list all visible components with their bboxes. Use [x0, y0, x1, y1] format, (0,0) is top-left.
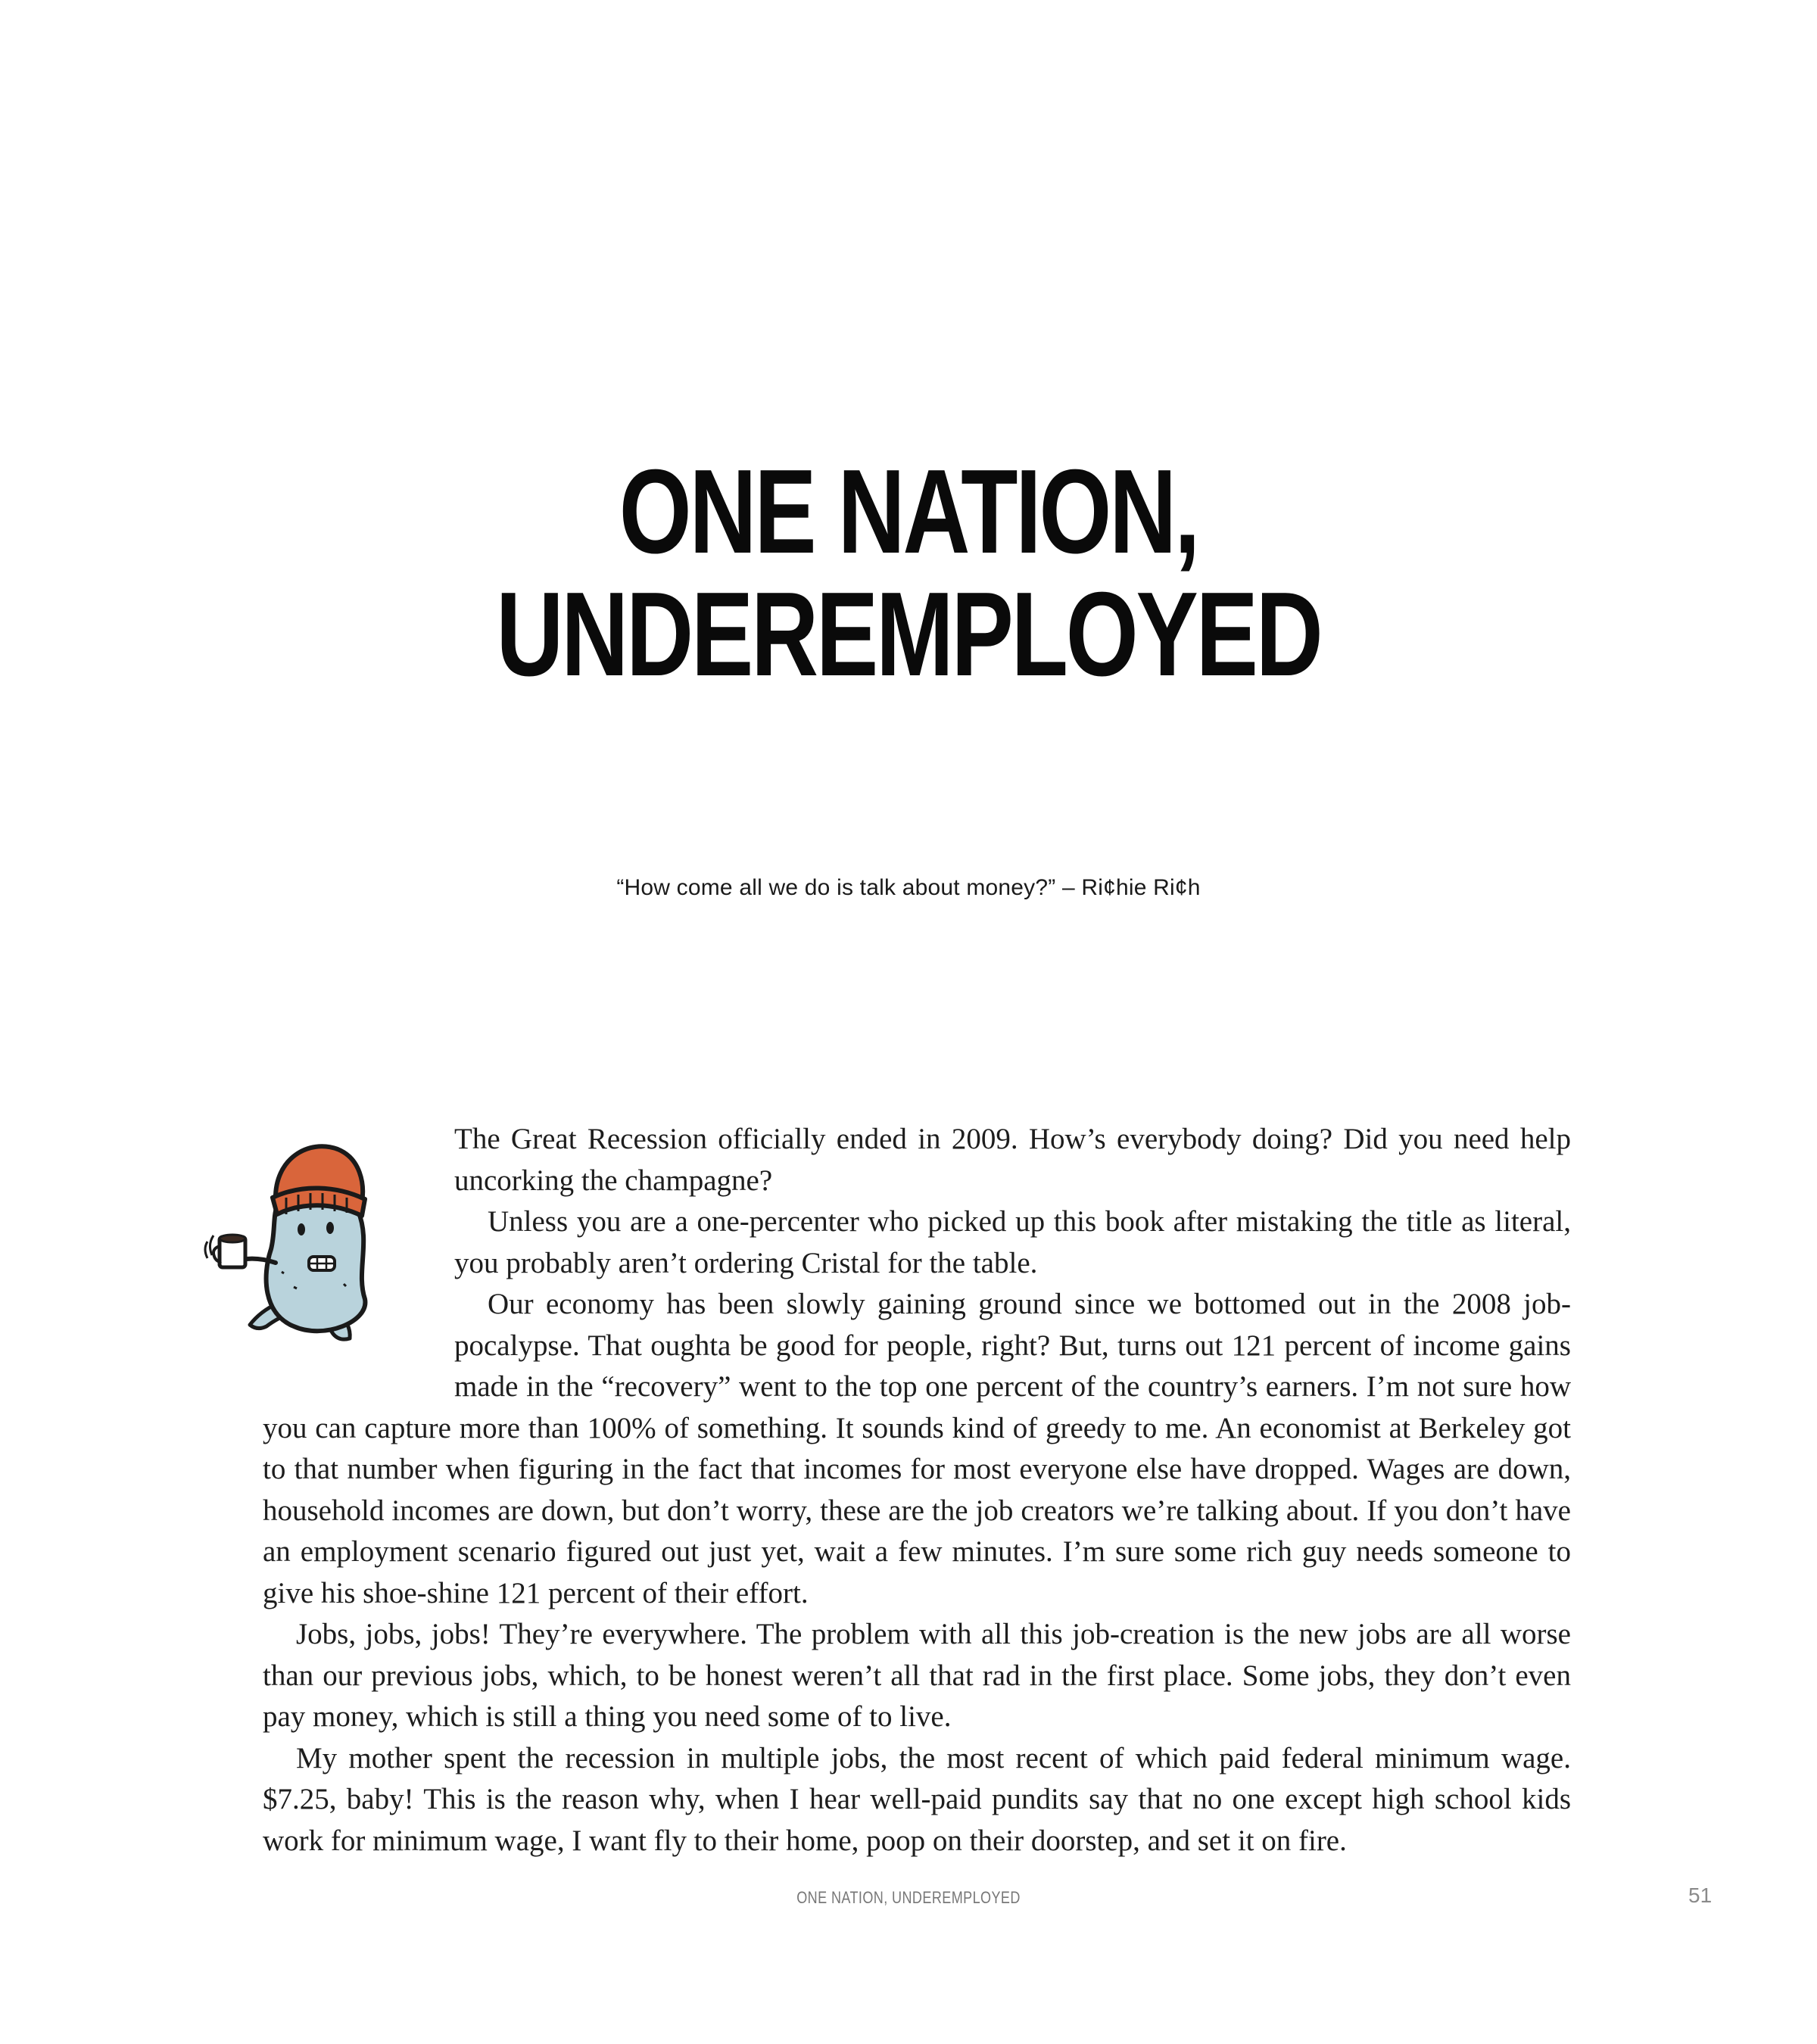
chapter-title [200, 445, 1617, 701]
chapter-title-line-2: UNDEREMPLOYED [496, 568, 1321, 701]
paragraph-1: The Great Recession officially ended in 2009. How’s everybody doing? Did you need help uncorking the champagne? [454, 1123, 1571, 1197]
paragraph-5: My mother spent the recession in multiple jobs, the most recent of which paid federal minimum wage. $7.25, baby! This is the reason why, when I hear well-paid pundits say that no one except high school kids work for minimum wage, I want fly to their home, poop on their doorstep, and set it on fire. [263, 1741, 1571, 1857]
running-footer-title: ONE NATION, UNDEREMPLOYED [796, 1888, 1021, 1907]
chapter-body [263, 1119, 1571, 1862]
epigraph-quote: “How come all we do is talk about money?” – Ri¢hie Ri¢h [616, 875, 1201, 900]
chapter-title-line-1: ONE NATION, [619, 445, 1198, 578]
paragraph-4: Jobs, jobs, jobs! They’re everywhere. The problem with all this job-creation is the new jobs are all worse than our previous jobs, which, to be honest weren’t all that rad in the first place. Some jobs, they don’t even pay money, which is still a thing you need some of to live. [263, 1618, 1571, 1733]
paragraph-3: Our economy has been slowly gaining ground since we bottomed out in the 2008 job-pocalypse. That oughta be good for people, right? But, turns out 121 percent of income gains made in the “recovery” went to the top one percent of the country’s earners. I’m not sure how you can capture more than 100% of something. It sounds kind of greedy to me. An economist at Berkeley got to that number when figuring in the fact that incomes for most everyone else have dropped. Wages are down, household incomes are down, but don’t worry, these are the job creators we’re talking about. If you don’t have an employment scenario figured out just yet, wait a few minutes. I’m sure some rich guy needs someone to give his shoe-shine 121 percent of their effort. [263, 1288, 1571, 1609]
paragraph-2: Unless you are a one-percenter who picked up this book after mistaking the title as literal, you probably aren’t ordering Cristal for the table. [454, 1205, 1571, 1279]
page-number: 51 [1688, 1884, 1713, 1907]
